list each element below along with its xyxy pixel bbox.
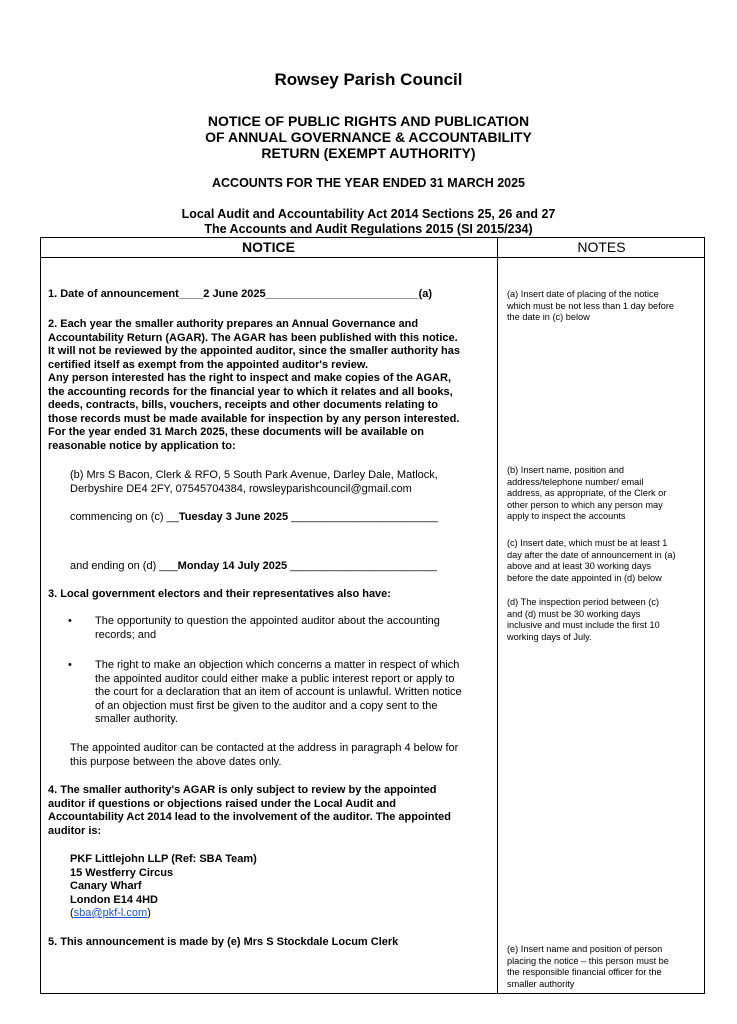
notice-title	[0, 113, 737, 161]
note-line: above and at least 30 working days	[507, 561, 652, 571]
note-line: the date in (c) below	[507, 312, 590, 322]
note-e	[507, 944, 697, 990]
p2-line: certified itself as exempt from the appointed auditor's review.	[48, 358, 369, 371]
note-line: (c) Insert date, which must be at least 1	[507, 538, 668, 548]
commencing-blank: ________________________	[288, 511, 438, 523]
note-line: apply to inspect the accounts	[507, 511, 626, 521]
ending-blank: ________________________	[287, 560, 437, 572]
p2-line: the accounting records for the financial year to which it relates and all books,	[48, 385, 453, 398]
notice-heading: NOTICE	[242, 239, 295, 255]
p4-line: Accountability Act 2014 lead to the involvement of the auditor. The appointed	[48, 811, 451, 823]
header-divider	[40, 257, 705, 258]
p2-line: It will not be reviewed by the appointed auditor, since the smaller authority has	[48, 345, 460, 357]
note-line: placing the notice – this person must be	[507, 955, 669, 966]
bullet-line: smaller authority.	[95, 713, 178, 725]
council-name: Rowsey Parish Council	[274, 70, 463, 89]
ending-line	[70, 560, 490, 574]
note-c	[507, 538, 697, 584]
p2-line: those records must be made available for inspection by any person interested.	[48, 412, 460, 425]
note-line: (e) Insert name and position of person	[507, 944, 663, 954]
auditor-contact-line: this purpose between the above dates only.	[70, 755, 282, 768]
contact-line: (b) Mrs S Bacon, Clerk & RFO, 5 South Park Avenue, Darley Dale, Matlock,	[70, 469, 438, 481]
p4-line: auditor if questions or objections raised under the Local Audit and	[48, 797, 396, 810]
auditor-contact-note	[70, 742, 490, 769]
bullet-line: records; and	[95, 628, 157, 641]
title-line: OF ANNUAL GOVERNANCE & ACCOUNTABILITY	[205, 129, 532, 145]
bullet-line: the court for a declaration that an item of account is unlawful. Written notice	[95, 686, 462, 698]
note-line: inclusive and must include the first 10	[507, 620, 660, 630]
auditor-contact-line: The appointed auditor can be contacted at the address in paragraph 4 below for	[70, 742, 459, 754]
ending-date: Monday 14 July 2025	[177, 560, 288, 572]
note-line: (a) Insert date of placing of the notice	[507, 289, 659, 299]
p4-line: 4. The smaller authority's AGAR is only subject to review by the appointed	[48, 784, 437, 796]
p2-line: For the year ended 31 March 2025, these documents will be available on	[48, 426, 424, 438]
note-line: (d) The inspection period between (c)	[507, 597, 660, 607]
address-line: 15 Westferry Circus	[70, 866, 174, 879]
clerk-contact	[70, 469, 490, 496]
accounts-year: ACCOUNTS FOR THE YEAR ENDED 31 MARCH 2025	[211, 176, 526, 190]
note-line: (b) Insert name, position and	[507, 465, 624, 475]
note-line: the responsible financial officer for the	[507, 967, 662, 977]
bullet-line: The opportunity to question the appointed auditor about the accounting	[95, 615, 440, 627]
bullet-question-auditor	[95, 615, 490, 642]
note-d	[507, 597, 697, 643]
title-line: RETURN (EXEMPT AUTHORITY)	[261, 145, 476, 161]
note-line: and (d) must be 30 working days	[507, 608, 641, 619]
ending-label: and ending on (d) ___	[70, 560, 178, 572]
commencing-label: commencing on (c) __	[70, 511, 179, 523]
bullet-line: The right to make an objection which concerns a matter in respect of which	[95, 659, 460, 671]
bullet-line: the appointed auditor could either make a public interest report or apply to	[95, 672, 455, 685]
contact-line: Derbyshire DE4 2FY, 07545704384, rowsleyparishcouncil@gmail.com	[70, 482, 412, 495]
auditor-email-line: (sba@pkf-l.com)	[70, 907, 151, 919]
note-a	[507, 289, 697, 324]
p2-line: deeds, contracts, bills, vouchers, receipts and other documents relating to	[48, 399, 438, 411]
note-line: smaller authority	[507, 978, 575, 989]
bullet-line: of an objection must first be given to the auditor and a copy sent to the	[95, 699, 438, 712]
address-line: Canary Wharf	[70, 880, 142, 892]
note-line: address, as appropriate, of the Clerk or	[507, 488, 667, 498]
paragraph-1-date: 1. Date of announcement____2 June 2025_________________________(a)	[48, 288, 433, 300]
p4-line: auditor is:	[48, 824, 102, 837]
commencing-date: Tuesday 3 June 2025	[178, 511, 289, 523]
p2-line: 2. Each year the smaller authority prepares an Annual Governance and	[48, 318, 419, 330]
paragraph-2	[48, 318, 490, 453]
acts-references	[0, 207, 737, 237]
address-line: PKF Littlejohn LLP (Ref: SBA Team)	[70, 853, 257, 865]
p2-line: Accountability Return (AGAR). The AGAR has been published with this notice.	[48, 331, 458, 344]
auditor-email-link[interactable]: sba@pkf-l.com	[73, 907, 148, 919]
commencing-line	[70, 511, 490, 525]
note-line: working days of July.	[507, 631, 592, 642]
paragraph-5: 5. This announcement is made by (e) Mrs S Stockdale Locum Clerk	[48, 936, 399, 948]
note-line: which must be not less than 1 day before	[507, 300, 675, 311]
note-b	[507, 465, 697, 523]
p2-line: Any person interested has the right to inspect and make copies of the AGAR,	[48, 372, 451, 384]
title-line: NOTICE OF PUBLIC RIGHTS AND PUBLICATION	[207, 113, 530, 129]
column-divider	[497, 237, 498, 994]
paragraph-4	[48, 784, 490, 838]
address-line: London E14 4HD	[70, 893, 159, 906]
note-line: before the date appointed in (d) below	[507, 572, 662, 583]
note-line: other person to which any person may	[507, 499, 663, 510]
notes-heading: NOTES	[577, 239, 626, 255]
bullet-objection-right	[95, 659, 490, 727]
auditor-address	[70, 853, 490, 907]
act-line: Local Audit and Accountability Act 2014 Sections 25, 26 and 27	[181, 207, 556, 221]
bullet-marker: •	[68, 615, 72, 627]
paragraph-3-heading: 3. Local government electors and their representatives also have:	[48, 588, 391, 600]
act-line: The Accounts and Audit Regulations 2015 (SI 2015/234)	[204, 222, 533, 236]
p2-line: reasonable notice by application to:	[48, 439, 236, 452]
note-line: day after the date of announcement in (a)	[507, 549, 676, 560]
note-line: address/telephone number/ email	[507, 476, 644, 487]
bullet-marker: •	[68, 659, 72, 671]
